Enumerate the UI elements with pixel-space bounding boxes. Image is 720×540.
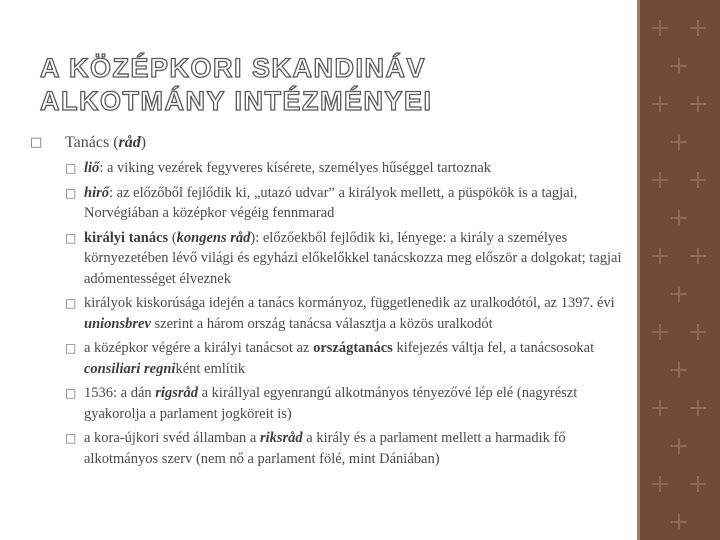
- bullet-icon: □: [65, 341, 77, 355]
- bullet-icon: □: [65, 230, 77, 245]
- cross-pattern-icon: [690, 400, 706, 416]
- term-riksrad: riksråd: [259, 430, 303, 446]
- list-item: [65, 228, 640, 290]
- list-item: [65, 183, 640, 224]
- term-rad: råd: [118, 134, 141, 151]
- list-item: [65, 293, 640, 334]
- cross-pattern-icon: [652, 476, 668, 492]
- term-kiralyi-tanacs: királyi tanács: [84, 229, 169, 246]
- item-text: a kora-újkori svéd államban a: [84, 430, 260, 446]
- content-area: [30, 132, 640, 473]
- cross-pattern-icon: [652, 96, 668, 112]
- item-text: ): előzőekből fejlődik ki, lényege: a király a személyes környezetében lévő világi és egyházi előkelőkkel tanácskozza meg először a dolgokat; tagjai adómentességet élveznek: [84, 229, 622, 287]
- item-text: királyok kiskorúsága idején a tanács kormányoz, függetlenedik az uralkodótól, az 1397. évi: [84, 295, 615, 311]
- item-text: (: [168, 229, 177, 246]
- item-text: ként említik: [175, 360, 246, 377]
- cross-pattern-icon: [690, 476, 706, 492]
- term-orszagtanacs: országtanács: [313, 340, 393, 356]
- cross-pattern-icon: [671, 210, 687, 226]
- bullet-icon: □: [65, 386, 77, 400]
- bullet-icon: □: [65, 161, 77, 175]
- cross-pattern-icon: [671, 438, 687, 454]
- decorative-side-panel: [640, 0, 720, 540]
- cross-pattern-icon: [671, 514, 687, 530]
- bullet-tanacs: [30, 132, 640, 154]
- bullet-icon: □: [65, 296, 77, 310]
- bullet-icon: □: [65, 431, 77, 445]
- cross-pattern-icon: [671, 134, 687, 150]
- list-item: [65, 383, 640, 424]
- bullet-text: Tanács (: [65, 134, 119, 151]
- cross-pattern-icon: [690, 248, 706, 264]
- item-text: : az előzőből fejlődik ki, „utazó udvar” a királyok mellett, a püspökök is a tagjai, Norvégiában a középkor végéig fennmarad: [84, 184, 578, 221]
- list-item: [65, 428, 640, 469]
- term-kongens-rad: kongens råd: [176, 229, 251, 246]
- bullet-icon: □: [30, 135, 43, 150]
- cross-pattern-icon: [652, 20, 668, 36]
- cross-pattern-icon: [690, 20, 706, 36]
- term-rigsrad: rigsråd: [155, 385, 198, 401]
- term-unionsbrev: unionsbrev: [84, 315, 151, 332]
- item-text: a királlyal egyenrangú alkotmányos tényezővé lép elé (nagyrészt gyakorolja a parlament jogköreit is): [84, 385, 578, 422]
- item-text: szerint a három ország tanácsa választja a közös uralkodót: [150, 315, 493, 332]
- cross-pattern-icon: [671, 286, 687, 302]
- item-text: 1536: a dán: [84, 385, 156, 401]
- term-hiro: hirő: [84, 184, 109, 201]
- title-line-2: ALKOTMÁNY INTÉZMÉNYEI: [40, 86, 433, 116]
- cross-pattern-icon: [652, 248, 668, 264]
- cross-pattern-icon: [671, 58, 687, 74]
- term-lio: liő: [84, 160, 100, 176]
- title-line-1: A KÖZÉPKORI SKANDINÁV: [40, 53, 427, 83]
- cross-pattern-icon: [671, 362, 687, 378]
- list-item: [65, 338, 640, 379]
- bullet-suffix: ): [140, 134, 147, 151]
- list-item: [65, 158, 640, 179]
- term-consiliari-regni: consiliari regni: [84, 360, 176, 377]
- cross-pattern-icon: [690, 172, 706, 188]
- item-text: a király és a parlament mellett a harmadik fő alkotmányos szerv (nem nő a parlament fölé, mint Dániában): [84, 430, 566, 467]
- cross-pattern-icon: [690, 324, 706, 340]
- item-text: a középkor végére a királyi tanácsot az: [84, 340, 314, 356]
- cross-pattern-icon: [652, 324, 668, 340]
- slide-title: [40, 52, 600, 118]
- cross-pattern-icon: [652, 400, 668, 416]
- cross-pattern-icon: [652, 172, 668, 188]
- bullet-icon: □: [65, 185, 77, 200]
- cross-pattern-icon: [690, 96, 706, 112]
- item-text: : a viking vezérek fegyveres kísérete, személyes hűséggel tartoznak: [99, 160, 492, 176]
- item-text: kifejezés váltja fel, a tanácsosokat: [392, 340, 595, 356]
